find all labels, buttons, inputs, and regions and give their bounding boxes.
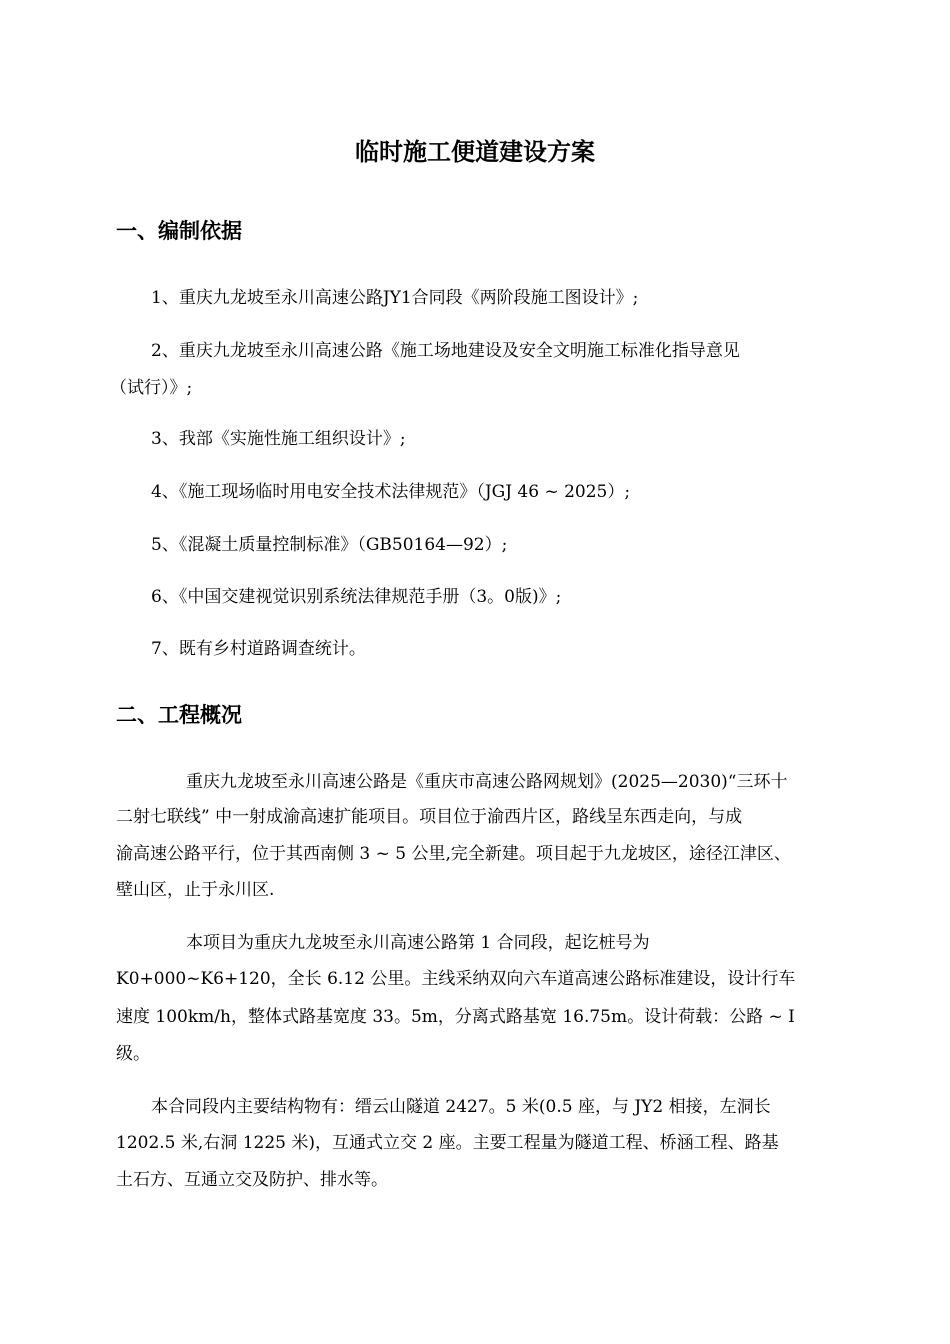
- overview-para1-line3: 渝高速公路平行，位于其西南侧 3 ~ 5 公里,完全新建。项目起于九龙坡区，途径江津区、: [116, 844, 791, 864]
- basis-item-2-cont: （试行）》;: [110, 378, 193, 398]
- basis-item-5: 5、《混凝土质量控制标准》（GB50164—92）;: [151, 535, 508, 555]
- section-heading-overview: 二、工程概况: [116, 703, 242, 727]
- section-heading-basis: 一、编制依据: [116, 219, 242, 243]
- overview-para2-line1: 本项目为重庆九龙坡至永川高速公路第 1 合同段，起讫桩号为: [186, 933, 650, 953]
- overview-para3-line2: 1202.5 米,右洞 1225 米)，互通式立交 2 座。主要工程量为隧道工程、桥涵工程、路基: [116, 1133, 779, 1153]
- overview-para2-line3: 速度 100km/h，整体式路基宽度 33。5m，分离式路基宽 16.75m。设计荷载：公路 ~ I: [116, 1007, 795, 1027]
- basis-item-3: 3、我部《实施性施工组织设计》;: [151, 429, 406, 449]
- basis-item-6: 6、《中国交建视觉识别系统法律规范手册（3。0版)》;: [151, 587, 562, 607]
- document-title: 临时施工便道建设方案: [355, 138, 595, 166]
- basis-item-7: 7、既有乡村道路调查统计。: [151, 639, 366, 659]
- overview-para1-line1: 重庆九龙坡至永川高速公路是《重庆市高速公路网规划》(2025—2030)“三环十: [186, 772, 788, 792]
- overview-para1-line2: 二射七联线” 中一射成渝高速扩能项目。项目位于渝西片区，路线呈东西走向，与成: [116, 807, 743, 827]
- overview-para1-line4: 壁山区，止于永川区.: [116, 880, 275, 900]
- basis-item-4: 4、《施工现场临时用电安全技术法律规范》（JGJ 46 ~ 2025）;: [151, 482, 631, 502]
- overview-para2-line4: 级。: [116, 1044, 150, 1064]
- basis-item-1: 1、重庆九龙坡至永川高速公路JY1合同段《两阶段施工图设计》;: [151, 288, 639, 308]
- overview-para3-line1: 本合同段内主要结构物有：缙云山隧道 2427。5 米(0.5 座，与 JY2 相接，左洞长: [151, 1097, 771, 1117]
- overview-para3-line3: 土石方、互通立交及防护、排水等。: [116, 1170, 388, 1190]
- basis-item-2: 2、重庆九龙坡至永川高速公路《施工场地建设及安全文明施工标准化指导意见: [151, 341, 740, 361]
- overview-para2-line2: K0+000~K6+120，全长 6.12 公里。主线采纳双向六车道高速公路标准建设，设计行车: [116, 969, 796, 989]
